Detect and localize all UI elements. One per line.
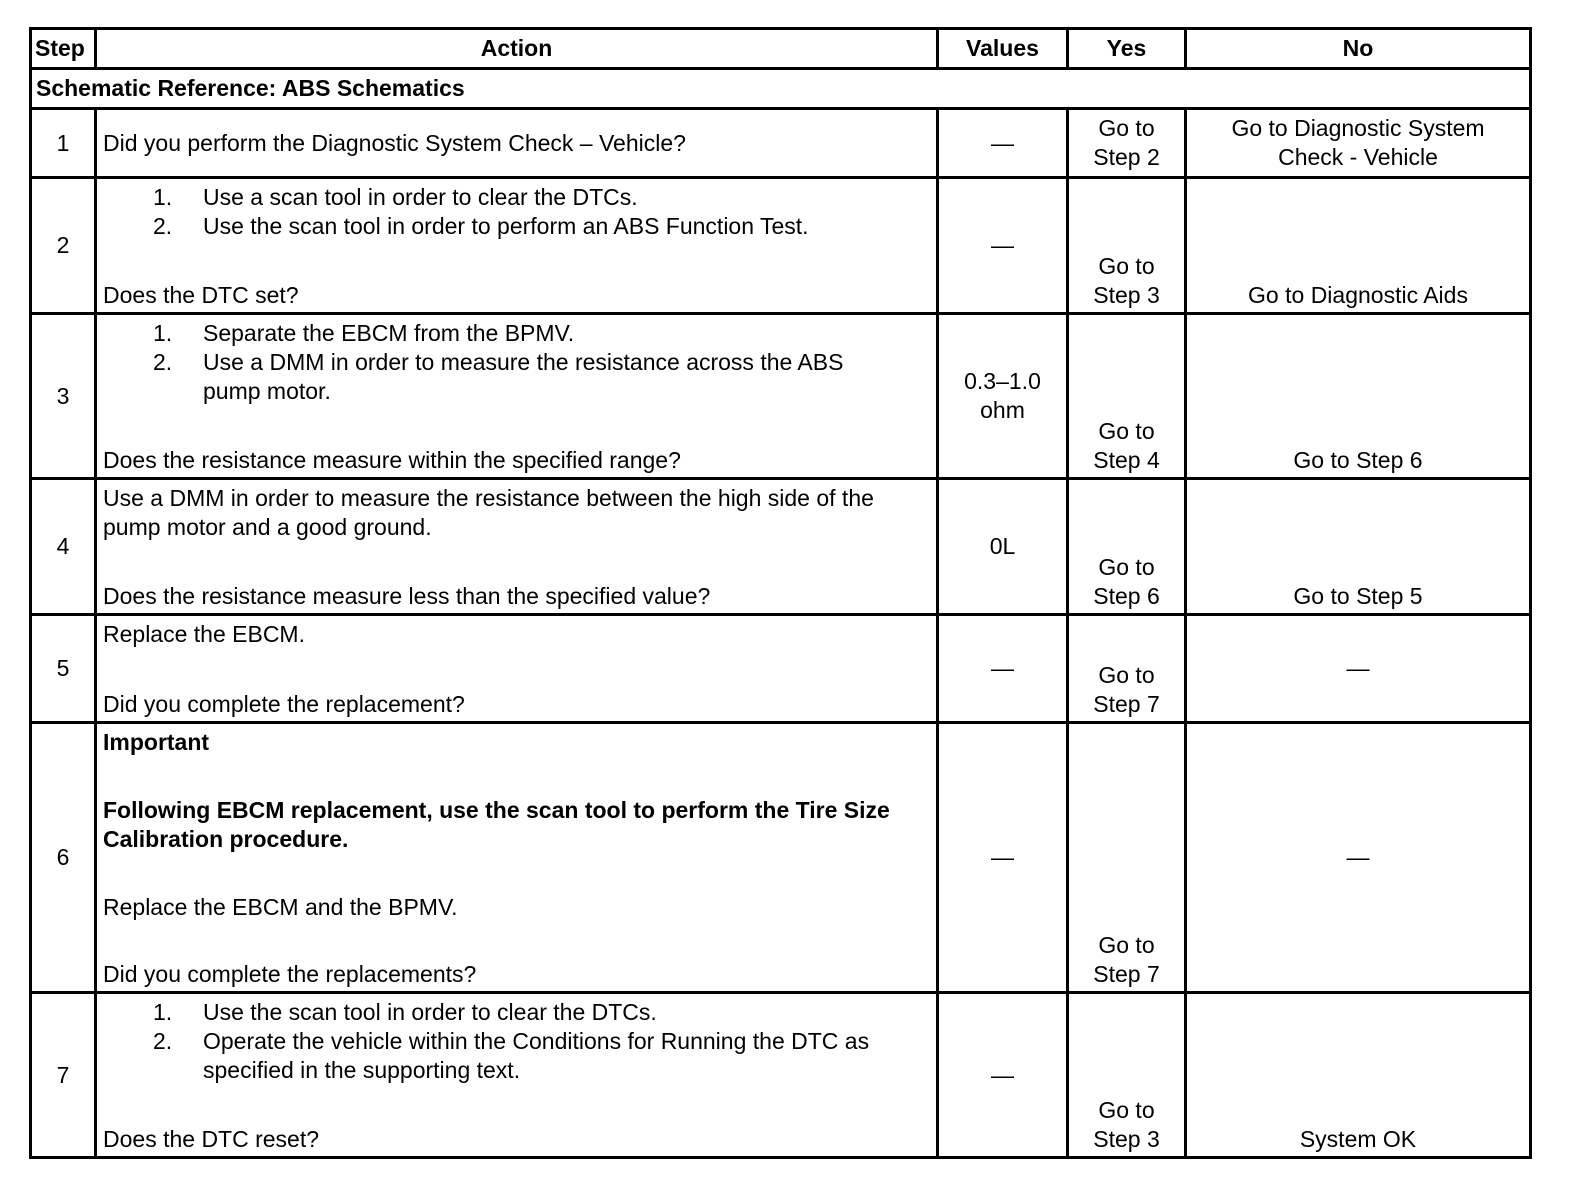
yes-line-2: Step 3 (1093, 1126, 1160, 1152)
list-item: 1. Use the scan tool in order to clear the DTCs. (153, 999, 657, 1025)
header-yes: Yes (1068, 29, 1186, 69)
instruction: Use a DMM in order to measure the resistance between the high side of the pump motor and a good ground. (103, 485, 874, 540)
list-item: 2. Operate the vehicle within the Conditions for Running the DTC as specified in the supporting text. (153, 1028, 870, 1083)
action-cell (96, 109, 938, 178)
no-cell (1186, 109, 1531, 178)
list-item: 1. Separate the EBCM from the BPMV. (153, 320, 575, 346)
value-line-2: ohm (980, 397, 1025, 423)
yes-line-1: Go to (1098, 1097, 1155, 1123)
no-cell: Go to Step 6 (1186, 314, 1531, 479)
step-list (103, 998, 930, 1085)
yes-line-2: Step 4 (1093, 447, 1160, 473)
yes-cell (1068, 109, 1186, 178)
diagnostic-table (29, 27, 1532, 1159)
action-cell (96, 723, 938, 993)
question: Does the DTC reset? (103, 1126, 320, 1152)
yes-line-1: Go to (1098, 418, 1155, 444)
no-line-1: Go to Diagnostic System (1231, 115, 1485, 141)
step-number: 7 (31, 993, 96, 1158)
yes-line-2: Step 7 (1093, 691, 1160, 717)
table-row (31, 109, 1531, 178)
no-line-2: Check - Vehicle (1278, 144, 1438, 170)
question: Does the resistance measure less than the specified value? (103, 583, 711, 609)
yes-line-1: Go to (1098, 115, 1155, 141)
table-row (31, 479, 1531, 615)
yes-cell (1068, 723, 1186, 993)
important-note: Following EBCM replacement, use the scan tool to perform the Tire Size Calibration procedure. (103, 797, 890, 852)
question: Did you complete the replacements? (103, 961, 477, 987)
schematic-reference: Schematic Reference: ABS Schematics (31, 69, 1531, 109)
header-values: Values (938, 29, 1068, 69)
important-label: Important (103, 729, 210, 755)
header-no: No (1186, 29, 1531, 69)
value-cell: — (938, 723, 1068, 993)
value-cell (938, 314, 1068, 479)
question: Did you complete the replacement? (103, 691, 465, 717)
yes-cell (1068, 615, 1186, 723)
step-number: 2 (31, 178, 96, 314)
yes-cell (1068, 993, 1186, 1158)
step-number: 6 (31, 723, 96, 993)
no-cell: Go to Diagnostic Aids (1186, 178, 1531, 314)
yes-line-2: Step 2 (1093, 144, 1160, 170)
yes-line-1: Go to (1098, 253, 1155, 279)
step-number: 3 (31, 314, 96, 479)
list-item: 1. Use a scan tool in order to clear the DTCs. (153, 184, 638, 210)
value-line-1: 0.3–1.0 (964, 368, 1041, 394)
question: Does the resistance measure within the specified range? (103, 447, 681, 473)
schematic-reference-row (31, 69, 1531, 109)
yes-line-2: Step 3 (1093, 282, 1160, 308)
table-row (31, 615, 1531, 723)
value-cell: — (938, 993, 1068, 1158)
question: Did you perform the Diagnostic System Check – Vehicle? (103, 129, 686, 156)
instruction: Replace the EBCM. (103, 621, 305, 647)
header-step: Step (31, 29, 96, 69)
action-cell (96, 479, 938, 615)
action-cell (96, 178, 938, 314)
step-number: 5 (31, 615, 96, 723)
yes-line-1: Go to (1098, 662, 1155, 688)
yes-line-1: Go to (1098, 932, 1155, 958)
header-row (31, 29, 1531, 69)
list-item: 2. Use the scan tool in order to perform an ABS Function Test. (153, 213, 809, 239)
no-cell: Go to Step 5 (1186, 479, 1531, 615)
step-list (103, 319, 930, 406)
value-cell: — (938, 109, 1068, 178)
table-row (31, 993, 1531, 1158)
header-action: Action (96, 29, 938, 69)
no-cell: System OK (1186, 993, 1531, 1158)
yes-cell (1068, 314, 1186, 479)
yes-cell (1068, 178, 1186, 314)
question: Does the DTC set? (103, 282, 299, 308)
step-number: 1 (31, 109, 96, 178)
action-cell (96, 314, 938, 479)
action-cell (96, 615, 938, 723)
table-row (31, 178, 1531, 314)
no-cell: — (1186, 723, 1531, 993)
action-cell (96, 993, 938, 1158)
yes-line-2: Step 7 (1093, 961, 1160, 987)
value-cell: 0L (938, 479, 1068, 615)
yes-cell (1068, 479, 1186, 615)
value-cell: — (938, 615, 1068, 723)
table-row (31, 314, 1531, 479)
list-item: 2. Use a DMM in order to measure the resistance across the ABS pump motor. (153, 349, 844, 404)
yes-line-1: Go to (1098, 554, 1155, 580)
instruction: Replace the EBCM and the BPMV. (103, 894, 458, 920)
step-list (103, 183, 930, 241)
no-cell: — (1186, 615, 1531, 723)
table-row (31, 723, 1531, 993)
yes-line-2: Step 6 (1093, 583, 1160, 609)
step-number: 4 (31, 479, 96, 615)
value-cell: — (938, 178, 1068, 314)
